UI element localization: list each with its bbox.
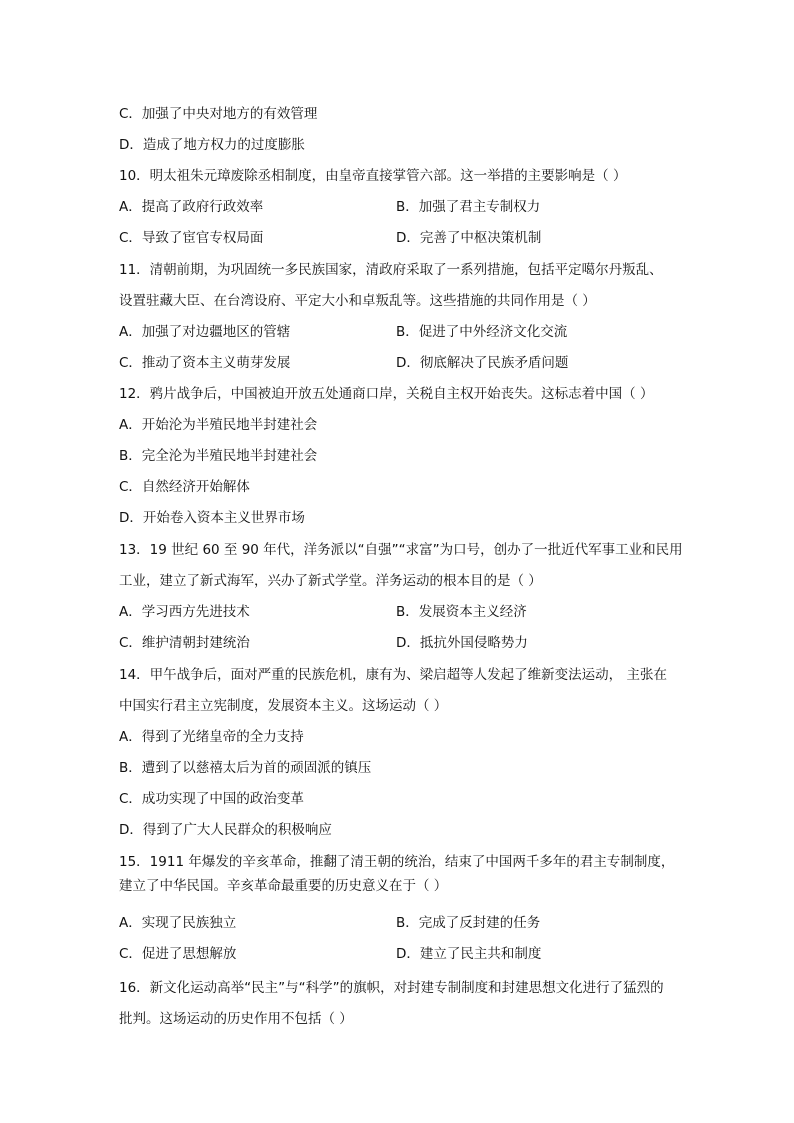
option-9-d: D．造成了地方权力的过度膨胀	[119, 137, 305, 153]
option-12-d: D．开始卷入资本主义世界市场	[119, 510, 305, 526]
question-16-stem-line2: 批判。这场运动的历史作用不包括（ ）	[119, 1011, 353, 1027]
option-12-b: B．完全沦为半殖民地半封建社会	[119, 448, 318, 464]
question-15-stem-line1: 15．1911 年爆发的辛亥革命，推翻了清王朝的统治，结束了中国两千多年的君主专制制度，	[119, 854, 675, 870]
option-14-c: C．成功实现了中国的政治变革	[119, 791, 304, 807]
option-10-a: A．提高了政府行政效率	[119, 199, 264, 215]
question-13-stem-line2: 工业，建立了新式海军，兴办了新式学堂。洋务运动的根本目的是（ ）	[119, 573, 542, 589]
option-14-d: D．得到了广大人民群众的积极响应	[119, 822, 332, 838]
option-11-a: A．加强了对边疆地区的管辖	[119, 324, 291, 340]
question-13-stem-line1: 13．19 世纪 60 至 90 年代，洋务派以“自强”“求富”为口号，创办了一批近代军事工业和民用	[119, 542, 683, 558]
question-10-stem: 10．明太祖朱元璋废除丞相制度，由皇帝直接掌管六部。这一举措的主要影响是（ ）	[119, 168, 627, 184]
question-12-stem: 12．鸦片战争后，中国被迫开放五处通商口岸，关税自主权开始丧失。这标志着中国（ ）	[119, 386, 654, 402]
option-15-d: D．建立了民主共和制度	[396, 946, 542, 962]
question-14-stem-line2: 中国实行君主立宪制度，发展资本主义。这场运动（ ）	[119, 698, 448, 714]
option-15-c: C．促进了思想解放	[119, 946, 237, 962]
option-14-a: A．得到了光绪皇帝的全力支持	[119, 729, 304, 745]
option-13-a: A．学习西方先进技术	[119, 604, 250, 620]
option-11-b: B．促进了中外经济文化交流	[396, 324, 568, 340]
question-16-stem-line1: 16．新文化运动高举“民主”与“科学”的旗帜，对封建专制制度和封建思想文化进行了猛烈的	[119, 980, 664, 996]
question-15-stem-line2: 建立了中华民国。辛亥革命最重要的历史意义在于（ ）	[119, 878, 448, 894]
question-11-stem-line2: 设置驻藏大臣、在台湾设府、平定大小和卓叛乱等。这些措施的共同作用是（ ）	[119, 293, 596, 309]
option-11-d: D．彻底解决了民族矛盾问题	[396, 355, 569, 371]
option-10-d: D．完善了中枢决策机制	[396, 230, 542, 246]
option-11-c: C．推动了资本主义萌芽发展	[119, 355, 291, 371]
option-13-b: B．发展资本主义经济	[396, 604, 527, 620]
option-12-a: A．开始沦为半殖民地半封建社会	[119, 417, 318, 433]
option-12-c: C．自然经济开始解体	[119, 479, 250, 495]
option-10-c: C．导致了宦官专权局面	[119, 230, 264, 246]
option-15-b: B．完成了反封建的任务	[396, 915, 541, 931]
question-11-stem-line1: 11．清朝前期，为巩固统一多民族国家，清政府采取了一系列措施，包括平定噶尔丹叛乱、	[119, 262, 663, 278]
question-14-stem-line1: 14．甲午战争后，面对严重的民族危机，康有为、梁启超等人发起了维新变法运动， 主张在	[119, 667, 667, 683]
option-14-b: B．遭到了以慈禧太后为首的顽固派的镇压	[119, 760, 372, 776]
option-13-d: D．抵抗外国侵略势力	[396, 635, 528, 651]
option-15-a: A．实现了民族独立	[119, 915, 237, 931]
option-9-c: C．加强了中央对地方的有效管理	[119, 106, 318, 122]
option-10-b: B．加强了君主专制权力	[396, 199, 541, 215]
option-13-c: C．维护清朝封建统治	[119, 635, 250, 651]
